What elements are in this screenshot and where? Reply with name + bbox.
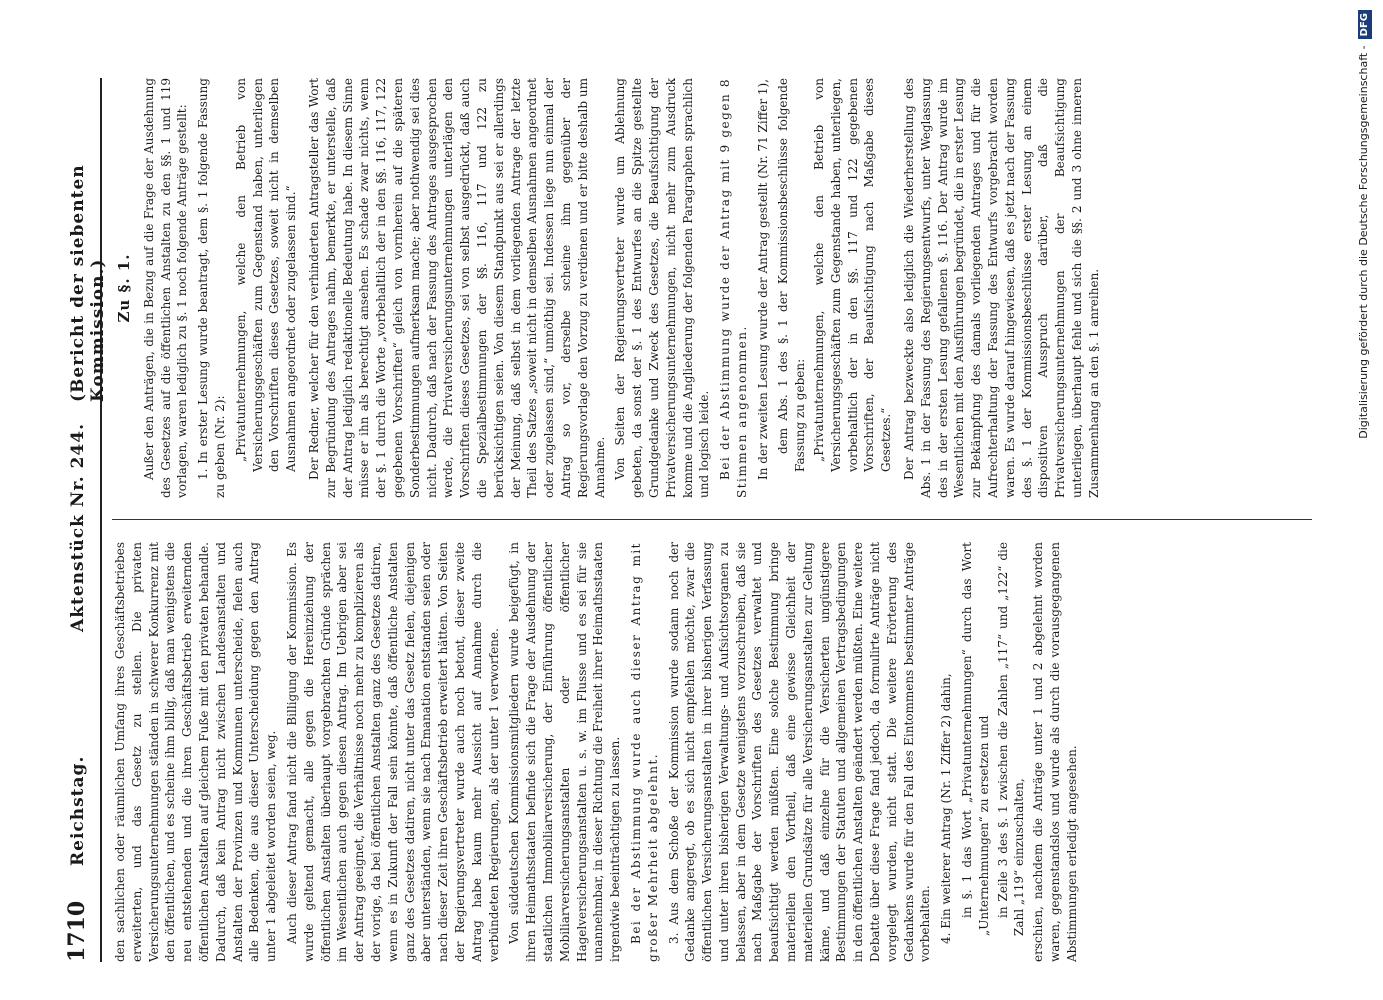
paragraph: erschien, nachdem die Anträge unter 1 und 2 abgelehnt worden waren, gegenstandslos und wurde als durch die vorausgegangenen Abstimmungen erledigt angesehen. [1031,542,1079,962]
section-title: Zu §. 1. [115,253,133,323]
digitization-watermark [1351,0,1377,1000]
dfg-logo-icon: DFG [1358,10,1372,39]
header-left-title: Reichstag. [68,755,88,866]
watermark-text-container [1351,0,1377,1000]
paragraph: Von süddeutschen Kommissionsmitgliedern wurde beigefügt, in ihren Heimathsstaaten befinde sich die Frage der Ausdehnung der staatlichen Immobiliarversicherung, der Einführung öffentlicher Mobiliarversicherungsanstalten oder öffentlicher Hagelversicherungsanstalten u. s. w. im Flusse und es sei für sie unannehmbar, in dieser Richtung die Freiheit ihrer Heimathsstaaten irgendwie beeinträchtigen zu lassen. [507,542,623,962]
rotated-page-content [0,40,1383,1000]
page-number: 1710 [64,900,90,962]
paragraph: Bei der Abstimmung wurde auch dieser Antrag mit großer Mehrheit abgelehnt. [628,542,660,962]
header-right-title: (Bericht der siebenten Kommission.) [68,164,108,402]
column-divider [112,519,1312,520]
paragraph: Bei der Abstimmung wurde der Antrag mit 9 gegen 8 Stimmen angenommen. [718,78,749,498]
paragraph: Auch dieser Antrag fand nicht die Billigung der Kommission. Es wurde geltend gemacht, alle gegen die Hereinziehung der öffentlichen Anstalten überhaupt vorgebrachten Gründe sprächen im Wesentlichen auch gegen diesen Antrag. Im Uebrigen aber sei der Antrag geeignet, die Verhältnisse noch mehr zu komplizieren als der vorige, da bei öffentlichen Anstalten ganz des Gesetzes datiren, wenn es in Zukunft der Fall sein könnte, daß öffentliche Anstalten ganz des Gesetzes datiren, nicht unter das Gesetz fielen, diejenigen aber unterständen, wenn sie nach Emanation entstanden seien oder nach dieser Zeit ihren Geschäftsbetrieb erweitert hätten. Von Seiten der Regierungsvertreter wurde auch noch betont, dieser zweite Antrag habe kaum mehr Aussicht auf Annahme durch die verbündeten Regierungen, als der unter 1 verworfene. [284,542,501,962]
page-body [60,78,1320,962]
paragraph: 3. Aus dem Schoße der Kommission wurde sodann noch der Gedanke angeregt, ob es sich nicht empfehlen möchte, zwar die öffentlichen Versicherungsanstalten in ihrer bisherigen Verfassung und unter ihren bisherigen Verwaltungs- und Aufsichtsorganen zu belassen, aber in dem Gesetze wenigstens vorzuschreiben, daß sie nach Maßgabe der Vorschriften des Gesetzes verwaltet und beaufsichtigt werden müßten. Eine solche Bestimmung bringe materiellen den Vortheil, daß eine gewisse Gleichheit der materiellen Grundsätze für alle Versicherungsanstalten zur Geltung käme, und daß einzelne für die Versicherten ungünstigere Bestimmungen der Statuten und allgemeinen Vertragsbedingungen in den öffentlichen Anstalten geändert werden müßten. Eine weitere Debatte über diese Frage fand jedoch, da formulirte Anträge nicht vorgelegt wurden, nicht statt. Die weitere Erörterung des Gedankens wurde für den Fall des Eintommens bestimmter Anträge vorbehalten. [666,542,933,962]
paragraph: In der zweiten Lesung wurde der Antrag gestellt (Nr. 71 Ziffer 1), [755,78,770,480]
paragraph: Von Seiten der Regierungsvertreter wurde um Ablehnung gebeten, da sonst der §. 1 des Entwurfes an die Spitze gestellte Grundgedanke und Zweck des Gesetzes, die Beaufsichtigung der Privatversicherungsunternehmungen, nicht mehr zum Ausdruck komme und die Angliederung der folgenden Paragraphen sprachlich und logisch leide. [613,78,712,498]
paragraph: 4. Ein weiterer Antrag (Nr. 1 Ziffer 2) dahin, [939,673,954,944]
paragraph: in §. 1 das Wort „Privatunternehmungen“ durch das Wort „Unternehmungen“ zu ersetzen und [960,542,991,936]
paragraph: dem Abs. 1 des §. 1 der Kommissionsbeschlüsse folgende Fassung zu geben: [776,78,808,472]
paragraph: Der Redner, welcher für den verhinderten Antragsteller das Wort zur Begründung des Antrages nahm, bemerkte, er unterstelle, daß der Antrag lediglich redaktionelle Bedeutung habe. In diesem Sinne müsse er ihn als berechtigt ansehen. Es schade zwar nichts, wenn der §. 1 durch die Worte „vorbehaltlich der in den §§. 116, 117, 122 gegebenen Vorschriften“ gleich von vornherein auf die späteren Sonderbestimmungen aufmerksam mache; aber nothwendig sei dies nicht. Dadurch, daß nach der Fassung des Antrages ausgesprochen werde, die Privatversicherungsunternehmungen unterlägen den Vorschriften dieses Gesetzes, sei von selbst ausgedrückt, daß auch die Spezialbestimmungen der §§. 116, 117 und 122 zu berücksichtigen seien. Von diesem Standpunkt aus sei er allerdings der Meinung, daß selbst in dem vorliegenden Antrage der letzte Theil des Satzes „soweit nicht in demselben Ausnahmen angeordnet oder zugelassen sind,“ unnöthig sei. Indessen liege nun einmal der Antrag so vor, derselbe scheine ihm gegenüber der Regierungsvorlage den Vorzug zu verdienen und er bitte deshalb um Annahme. [306,78,607,498]
quote: „Privatunternehmungen, welche den Betrieb von Versicherungsgeschäften zum Gegenstande haben, unterliegen, vorbehaltlich der in den §§. 117 und 122 gegebenen Vorschriften, der Beaufsichtigung nach Maßgabe dieses Gesetzes.“ [812,78,894,472]
paragraph: in Zeile 3 des §. 1 zwischen die Zahlen „117“ und „122“ die Zahl „119“ einzuschalten, [995,542,1027,936]
paragraph: Außer den Anträgen, die in Bezug auf die Frage der Ausdehnung des Gesetzes auf die öffentlichen Anstalten zu den §§. 1 und 119 vorlagen, waren lediglich zu §. 1 noch folgende Anträge gestellt: [141,78,190,498]
paragraph: 1. In erster Lesung wurde beantragt, dem §. 1 folgende Fassung zu geben (Nr. 2): [196,78,227,498]
left-column [112,542,1312,962]
right-column [112,78,1312,498]
paragraph: Der Antrag bezweckte also lediglich die Wiederherstellung des Abs. 1 in der Fassung des Regierungsentwurfs, unter Weglassung des in der ersten Lesung gefallenen §. 116. Der Antrag wurde im Wesentlichen mit den Ausführungen begründet, die in erster Lesung zur Bekämpfung des damals vorliegenden Antrages und für die Aufrechterhaltung der Fassung des Entwurfs vorgebracht worden waren. Es wurde darauf hingewiesen, daß es jetzt nach der Fassung des §. 1 der Kommissionsbeschlüsse erster Lesung an einem dispositiven Ausspruch darüber, daß die Privatversicherungsunternehmungen der Beaufsichtigung unterliegen, überhaupt fehle und sich die §§. 2 und 3 ohne inneren Zusammenhang an den §. 1 anreihen. [902,78,1101,498]
page-header [60,78,108,962]
quote: „Privatunternehmungen, welche den Betrieb von Versicherungsgeschäften zum Gegenstand haben, unterliegen den Vorschriften dieses Gesetzes, soweit nicht in demselben Ausnahmen angeordnet oder zugelassen sind.“ [233,78,299,472]
paragraph: den sachlichen oder räumlichen Umfang ihres Geschäftsbetriebes erweiterten, und das Gesetz zu stellen. Die privaten Versicherungsunternehmungen ständen in schwerer Konkurrenz mit den öffentlichen, und es scheine ihm billig, daß man wenigstens die neu entstehenden und die ihren Geschäftsbetrieb erweiternden öffentlichen Anstalten auf gleichem Fuße mit den privaten behandle. Dadurch, daß kein Antrag nicht zwischen Landesanstalten und Anstalten der Provinzen und Kommunen unterscheide, fielen auch alle Bedenken, die aus dieser Unterscheidung gegen den Antrag unter 1 abgeleitet worden seien, weg. [113,542,279,962]
watermark-text: Digitalisierung gefördert durch die Deutsche Forschungsgemeinschaft - [1357,45,1370,439]
header-center-title: Aktenstück Nr. 244. [68,422,88,632]
